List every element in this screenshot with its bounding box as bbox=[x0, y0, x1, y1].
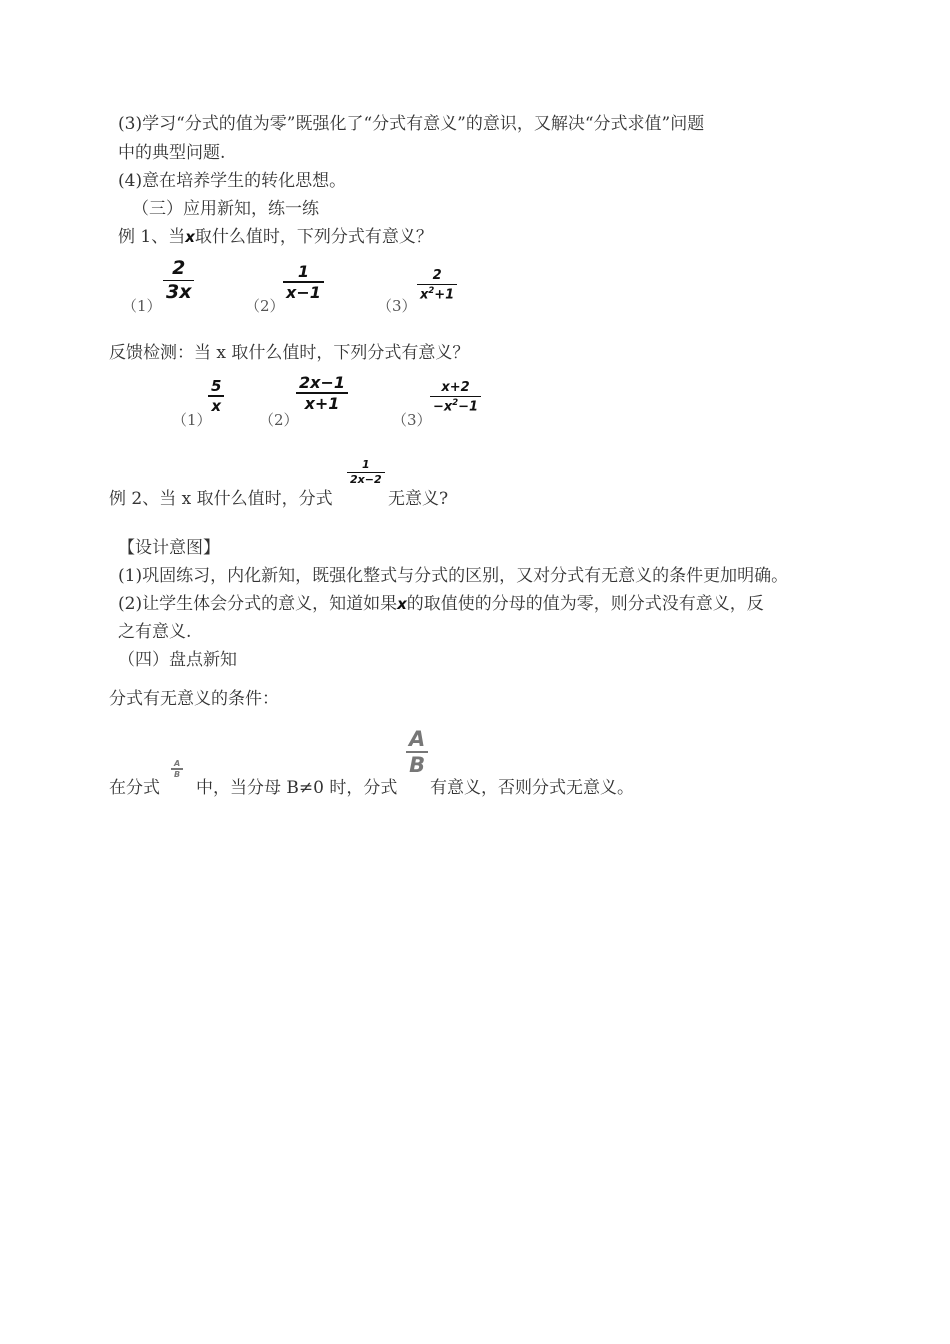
fraction-numerator: A bbox=[409, 727, 426, 751]
example1-suffix: 取什么值时，下列分式有意义？ bbox=[194, 227, 433, 247]
example2-prefix: 例 2、当 x 取什么值时，分式 bbox=[109, 489, 333, 509]
fraction-numerator: 1 bbox=[361, 458, 370, 471]
fraction-denominator: 3x bbox=[166, 281, 192, 304]
conclusion-big-fraction bbox=[406, 727, 428, 778]
example1-item3-label: （3） bbox=[377, 297, 417, 315]
section3-title: （三）应用新知，练一练 bbox=[132, 199, 319, 219]
den-exponent: 2 bbox=[452, 397, 459, 408]
example1-var: x bbox=[185, 228, 195, 246]
conclusion-suffix: 有意义，否则分式无意义。 bbox=[430, 778, 634, 798]
fraction-numerator: 2x−1 bbox=[299, 373, 345, 392]
den-tail: −1 bbox=[458, 399, 479, 415]
feedback-fraction-2 bbox=[296, 374, 348, 413]
design-p2-line2: 之有意义. bbox=[118, 622, 192, 642]
intent-p4: (4)意在培养学生的转化思想。 bbox=[118, 171, 347, 191]
fraction-numerator: A bbox=[174, 759, 181, 768]
feedback-fraction-1 bbox=[208, 378, 224, 415]
fraction-denominator: x+1 bbox=[304, 393, 340, 413]
intent-p3-line2: 中的典型问题. bbox=[118, 143, 226, 163]
example1-question bbox=[118, 226, 433, 248]
section4-condition-title: 分式有无意义的条件： bbox=[109, 689, 279, 709]
feedback-question: 反馈检测：当 x 取什么值时，下列分式有意义？ bbox=[109, 343, 470, 363]
den-base: −x bbox=[433, 399, 453, 415]
design-p2 bbox=[118, 593, 764, 615]
example2-fraction bbox=[347, 459, 385, 486]
feedback-fraction-3 bbox=[430, 381, 481, 415]
den-tail: +1 bbox=[434, 287, 455, 303]
conclusion-prefix: 在分式 bbox=[109, 778, 160, 798]
design-title: 【设计意图】 bbox=[118, 538, 220, 558]
fraction-denominator bbox=[417, 285, 457, 303]
intent-p3-line1: (3)学习“分式的值为零”既强化了“分式有意义”的意识，又解决“分式求值”问题 bbox=[118, 114, 705, 134]
fraction-denominator: x−1 bbox=[286, 282, 321, 302]
example1-fraction-3 bbox=[417, 269, 457, 303]
conclusion-mid: 中，当分母 B≠0 时，分式 bbox=[196, 778, 398, 798]
fraction-numerator: 5 bbox=[211, 377, 222, 395]
fraction-numerator: 2 bbox=[172, 257, 186, 279]
fraction-numerator: 2 bbox=[432, 268, 442, 283]
den-base: x bbox=[420, 287, 429, 303]
feedback-item2-label: （2） bbox=[259, 411, 299, 429]
design-p2-prefix: (2)让学生体会分式的意义，知道如果 bbox=[118, 594, 398, 614]
example1-item2-label: （2） bbox=[245, 297, 285, 315]
feedback-item3-label: （3） bbox=[392, 411, 432, 429]
example2-suffix: 无意义? bbox=[388, 489, 449, 509]
fraction-denominator: x bbox=[211, 396, 222, 415]
fraction-denominator bbox=[430, 397, 481, 415]
design-p2-var: x bbox=[397, 595, 407, 613]
feedback-item1-label: （1） bbox=[172, 411, 212, 429]
conclusion-small-fraction bbox=[171, 759, 183, 779]
fraction-denominator: 2x−2 bbox=[350, 473, 382, 487]
example1-prefix: 例 1、当 bbox=[118, 227, 186, 247]
example1-fraction-1 bbox=[163, 258, 194, 304]
design-p1: (1)巩固练习，内化新知，既强化整式与分式的区别，又对分式有无意义的条件更加明确。 bbox=[118, 566, 789, 586]
fraction-numerator: 1 bbox=[297, 262, 309, 281]
fraction-denominator: B bbox=[409, 752, 426, 777]
example1-fraction-2 bbox=[283, 263, 324, 302]
fraction-numerator: x+2 bbox=[441, 380, 470, 395]
example1-item1-label: （1） bbox=[122, 297, 162, 315]
design-p2-suffix: 的取值使的分母的值为零，则分式没有意义，反 bbox=[406, 594, 764, 614]
section4-title: （四）盘点新知 bbox=[118, 650, 237, 670]
fraction-denominator: B bbox=[174, 769, 181, 779]
den-exponent: 2 bbox=[428, 285, 435, 296]
